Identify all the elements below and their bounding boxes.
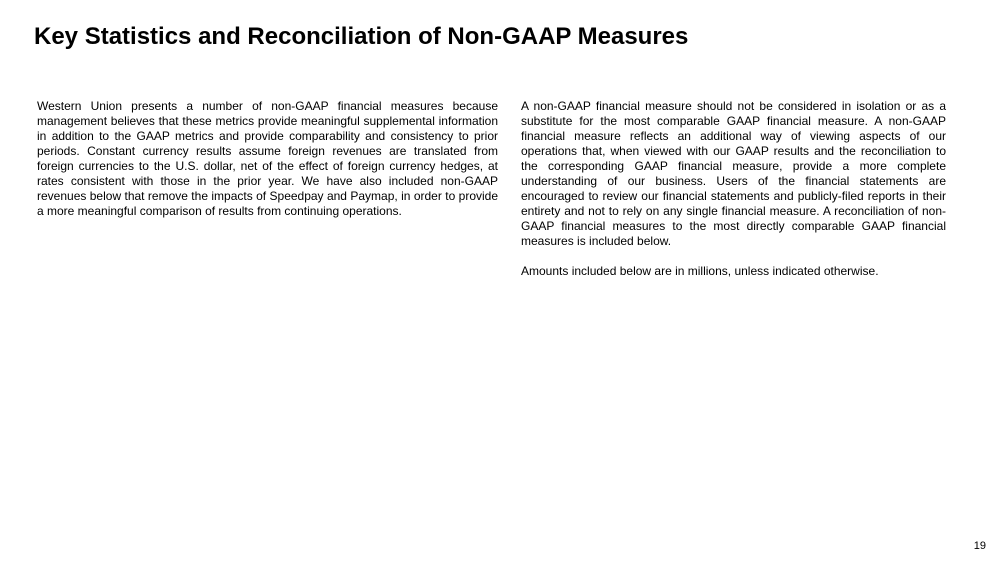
non-gaap-disclaimer-paragraph: A non-GAAP financial measure should not be considered in isolation or as a substitute for the most comparable GAAP financial measure. A non-GAAP financial measure reflects an additional way of viewing aspects of our operations that, when viewed with our GAAP results and the reconciliation to the corresponding GAAP financial measure, provide a more complete understanding of our business. Users of the financial statements are encouraged to review our financial statements and publicly-filed reports in their entirety and not to rely on any single financial measure. A reconciliation of non-GAAP financial measures to the most directly comparable GAAP financial measures is included below. [521, 99, 946, 248]
slide-title: Key Statistics and Reconciliation of Non-GAAP Measures [34, 23, 689, 50]
page-number: 19 [973, 540, 986, 552]
right-text-column [521, 99, 946, 279]
amounts-note-paragraph: Amounts included below are in millions, unless indicated otherwise. [521, 264, 879, 278]
non-gaap-intro-paragraph: Western Union presents a number of non-GAAP financial measures because management believes that these metrics provide meaningful supplemental information in addition to the GAAP metrics and provide comparability and consistency to prior periods. Constant currency results assume foreign revenues are translated from foreign currencies to the U.S. dollar, net of the effect of foreign currency hedges, at rates consistent with those in the prior year. We have also included non-GAAP revenues below that remove the impacts of Speedpay and Paymap, in order to provide a more meaningful comparison of results from continuing operations. [37, 99, 498, 218]
left-text-column [37, 99, 498, 219]
